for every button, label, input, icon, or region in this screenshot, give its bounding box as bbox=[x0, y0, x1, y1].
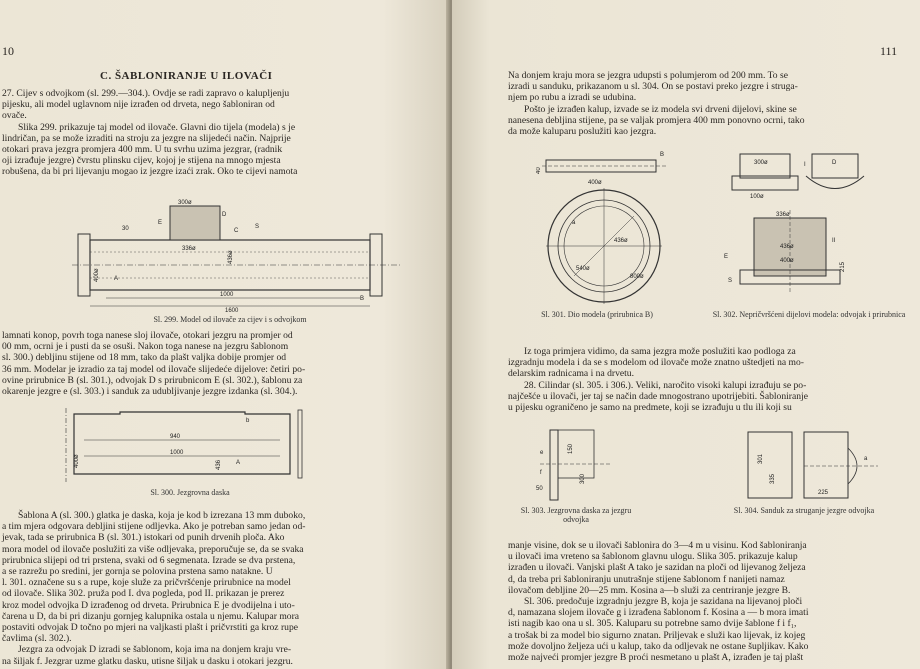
text-line: ovače. bbox=[2, 110, 27, 122]
text-line: a tim mjera odgovara debljini stijene odljevka. Ako je potreban samo jedan od- bbox=[2, 521, 306, 533]
text-line: okarenje jezgre e (sl. 303.) i sanduk za udubljivanje jezgre izdanka (sl. 304.). bbox=[2, 386, 298, 398]
text-line: l. 301. označene su s a rupe, koje služe za pričvršćenje prirubnice na model bbox=[2, 577, 291, 589]
fig301-label: a bbox=[572, 220, 576, 226]
right-mid-paragraph bbox=[508, 346, 908, 413]
fig299-label: S bbox=[255, 224, 260, 230]
fig299-label: D bbox=[222, 212, 227, 218]
text-line: 27. Cijev s odvojkom (sl. 299.—304.). Ovdje se radi zapravo o kalupljenju bbox=[2, 88, 290, 99]
text-line: njem po rubu a izradi se udubina. bbox=[508, 92, 637, 104]
figure-301-caption: Sl. 301. Dio modela (prirubnica B) bbox=[541, 310, 653, 319]
figure-302-branch-drawing bbox=[720, 146, 900, 296]
text-line: robušena, da bi pri lijevanju mogao iz jezgre izaći zrak. Oko te cijevi namota bbox=[2, 166, 298, 178]
text-line: Šablona A (sl. 300.) glatka je daska, koja je kod b izrezana 13 mm duboko, bbox=[18, 510, 306, 521]
figure-302-caption: Sl. 302. Nepričvršćeni dijelovi modela: odvojak i prirubnica bbox=[712, 310, 906, 319]
fig299-dim: 400ø bbox=[94, 268, 100, 282]
text-line: Jezgra za odvojak D izradi se šablonom, koja ima na donjem kraju vre- bbox=[18, 644, 292, 656]
text-line: čarena u D, da bi pri dizanju gornjeg kalupnika ostala u njemu. Kalupar mora bbox=[2, 610, 300, 622]
text-line: jevak, tada se prirubnica B (sl. 301.) istokari od punih drvenih ploča. Ako bbox=[2, 532, 285, 544]
fig302-dim: 400ø bbox=[780, 258, 794, 264]
text-line: od ilovače. Slika 302. pruža pod I. dva pogleda, pod II. prikazan je prerez bbox=[2, 588, 285, 600]
text-line: može dovoljno željeza ući u kalup, tako da odljevak ne ostane šupljikav. Kako bbox=[508, 640, 809, 652]
figure-299-model-drawing bbox=[70, 196, 410, 314]
left-end-paragraph bbox=[2, 510, 430, 667]
figure-303-core-board-branch bbox=[532, 424, 622, 506]
left-mid-paragraph bbox=[2, 330, 430, 397]
fig302-dim: 300ø bbox=[754, 160, 768, 166]
fig299-dim: 436ø bbox=[228, 250, 234, 264]
text-line: postaviti odvojak D točno po mjeri na valjkasti plašt i pričvrstiti ga kroz rupe bbox=[2, 622, 299, 634]
text-line: isti nagib kao ona u sl. 305. Kaluparu su potrebne samo dvije šablone f i f₁, bbox=[508, 618, 797, 630]
text-line: prirubnica slijepi od tri prstena, svaki od 6 segmenata. Izrade se dva prstena, bbox=[2, 554, 296, 566]
text-line: lindričan, pa se može izraditi na stroju za jezgre na slijedeći način. Najprije bbox=[2, 132, 291, 144]
fig300-dim: 400ø bbox=[74, 454, 80, 468]
page-number-left: 10 bbox=[2, 44, 14, 58]
text-line: da može kaluparu poslužiti kao jezgra. bbox=[508, 126, 657, 138]
fig299-label: E bbox=[158, 220, 163, 226]
figure-300-core-board bbox=[60, 404, 330, 484]
text-line: 00 mm, ocrni je i pusti da se osuši. Nakon toga nanese na jezgru šablonom bbox=[2, 341, 289, 353]
fig304-dim: 225 bbox=[818, 490, 829, 496]
fig299-label: C bbox=[234, 228, 239, 234]
text-line: u ilovači ima vreteno sa šablonom glavnu ulogu. Slika 305. prikazuje kalup bbox=[508, 551, 798, 563]
figure-301-flange-drawing bbox=[536, 146, 686, 306]
fig299-dim: 1600 bbox=[225, 308, 239, 314]
text-line: kroz model odvojka D izrađenog od drveta. Prirubnica E je dvodijelna i uto- bbox=[2, 599, 295, 611]
fig302-label: E bbox=[724, 254, 729, 260]
fig302-label: D bbox=[832, 160, 837, 166]
text-line: pijesku, ali model uglavnom nije izrađen od drveta, nego šabloniran od bbox=[2, 99, 275, 111]
figure-299-caption: Sl. 299. Model od ilovače za cijev i s odvojkom bbox=[153, 315, 307, 324]
figure-304-scraping-box bbox=[738, 424, 888, 506]
fig302-dim: 215 bbox=[840, 261, 846, 272]
figure-303-caption: Sl. 303. Jezgrovna daska za jezgru odvojka bbox=[520, 506, 632, 524]
text-line: d, da treba pri šabloniranju unutrašnje stijene šablonom f nanijeti namaz bbox=[508, 573, 785, 585]
fig304-dim: 335 bbox=[770, 473, 776, 484]
fig300-dim: 1000 bbox=[170, 450, 184, 456]
fig301-dim: 400ø bbox=[588, 180, 602, 186]
fig300-label: b bbox=[246, 418, 250, 424]
fig301-dim: 800ø bbox=[630, 274, 644, 280]
fig304-label: a bbox=[864, 456, 868, 462]
fig302-label: II bbox=[832, 238, 836, 244]
fig303-dim: 150 bbox=[568, 443, 574, 454]
fig301-label: B bbox=[660, 152, 665, 158]
fig299-dim: 1000 bbox=[220, 292, 234, 298]
fig304-dim: 301 bbox=[758, 453, 764, 464]
fig303-dim: 300 bbox=[580, 473, 586, 484]
text-line: na šiljak f. Jezgrar uzme glatku dasku, utisne šiljak u dasku i otokari jezgru. bbox=[2, 655, 293, 667]
text-line: izradi u sanduku, prikazanom u sl. 304. On se postavi preko jezgre i struga- bbox=[508, 81, 798, 93]
text-line: Pošto je izrađen kalup, izvade se iz modela svi drveni dijelovi, skine se bbox=[524, 103, 797, 115]
fig302-dim: 100ø bbox=[750, 194, 764, 200]
text-line: a se razrežu po sredini, jer gornja se polovina prstena samo natakne. U bbox=[2, 566, 273, 578]
section-title: C. ŠABLONIRANJE U ILOVAČI bbox=[100, 70, 273, 82]
text-line: ovine prirubnice B (sl. 301.), odvojak D s prirubnicom E (sl. 302.), šablonu za bbox=[2, 374, 303, 386]
text-line: nanesena debljina stijene, pa se valjak promjera 400 mm ponovno ocrni, tako bbox=[508, 114, 805, 126]
figure-304-caption: Sl. 304. Sanduk za struganje jezgre odvojka bbox=[733, 506, 875, 515]
text-line: može najveći promjer jezgre B proći nesmetano u plašt A, izrađen je taj plašt bbox=[508, 652, 804, 664]
fig299-dim: 300ø bbox=[178, 200, 192, 206]
right-end-paragraph bbox=[508, 540, 908, 663]
fig299-label: A bbox=[114, 276, 119, 282]
fig299-dim: 336ø bbox=[182, 246, 196, 252]
fig300-dim: 436 bbox=[216, 459, 222, 470]
text-line: 28. Cilindar (sl. 305. i 306.). Veliki, naročito visoki kalupi izrađuju se po- bbox=[524, 379, 807, 391]
fig300-dim: 940 bbox=[170, 434, 181, 440]
text-line: Na donjem kraju mora se jezgra udupsti s polumjerom od 200 mm. To se bbox=[508, 70, 788, 81]
text-line: čavlima (sl. 302.). bbox=[2, 633, 72, 645]
right-top-paragraph bbox=[508, 70, 908, 137]
fig302-dim: 336ø bbox=[776, 212, 790, 218]
text-line: d, namazana slojem ilovače g i izrađena šablonom f. Kosina a — b mora imati bbox=[508, 607, 809, 619]
fig299-dim: 30 bbox=[122, 226, 129, 232]
right-page bbox=[452, 0, 920, 669]
fig303-dim: 50 bbox=[536, 486, 543, 492]
text-line: izgradnju modela i da se s modelom od ilovače može znatno uštedjeti na mo- bbox=[508, 357, 804, 369]
text-line: oji izrađuje jezgre) čvrstu plinsku cijev, kojoj je stijena na mnogo mjesta bbox=[2, 155, 281, 167]
fig299-label: B bbox=[360, 296, 365, 302]
text-line: ilovačom debljine 20—25 mm. Kosina a—b služi za centriranje jezgre B. bbox=[508, 584, 791, 596]
text-line: lamnati konop, povrh toga nanese sloj ilovače, otokari jezgru na promjer od bbox=[2, 330, 293, 341]
text-line: sl. 300.) debljinu stijene od 18 mm, tako da plašt valjka dobije promjer od bbox=[2, 352, 287, 364]
text-line: Sl. 306. predočuje izgradnju jezgre B, koja je sazidana na lijevanoj ploči bbox=[524, 596, 803, 608]
fig301-dim: 540ø bbox=[576, 266, 590, 272]
page-number-right: 111 bbox=[880, 44, 898, 58]
fig303-label: e bbox=[540, 450, 544, 456]
text-line: Slika 299. prikazuje taj model od ilovače. Glavni dio tijela (modela) s je bbox=[18, 121, 296, 133]
text-line: mora model od ilovače poslužiti za više odljevaka, preporučuje se, da se svaka bbox=[2, 543, 304, 555]
fig300-label: A bbox=[236, 460, 241, 466]
text-line: 36 mm. Modelar je izradio za taj model od ilovače slijedeće dijelove: četiri po- bbox=[2, 363, 306, 375]
text-line: manje visine, dok se u ilovači šablonira do 3—4 m u visinu. Kod šabloniranja bbox=[508, 540, 807, 551]
text-line: Iz toga primjera vidimo, da sama jezgra može poslužiti kao podloga za bbox=[524, 346, 796, 357]
figure-300-caption: Sl. 300. Jezgrovna daska bbox=[150, 488, 230, 497]
left-intro-paragraph bbox=[2, 88, 430, 178]
fig302-label: I bbox=[804, 162, 806, 168]
fig301-dim: 40 bbox=[536, 167, 542, 174]
text-line: a trošak bi za model bio sigurno znatan. Priljevak e služi kao lijevak, iz kojeg bbox=[508, 629, 806, 641]
text-line: delarskim radnicama i na drvetu. bbox=[508, 368, 635, 380]
fig301-dim: 436ø bbox=[614, 238, 628, 244]
fig303-label: f bbox=[540, 470, 542, 476]
text-line: u pijesku ograničeno je samo na predmete, koji se izrađuju u tlu ili koji su bbox=[508, 402, 792, 414]
fig302-dim: 436ø bbox=[780, 244, 794, 250]
fig302-label: S bbox=[728, 278, 733, 284]
text-line: otokari prava jezgra promjera 400 mm. U tu svrhu uzima jezgrar, (radnik bbox=[2, 144, 283, 156]
text-line: izrađen u ilovači. Vanjski plašt A tako je sazidan na ploči od lijevanog željeza bbox=[508, 562, 806, 574]
text-line: najčešće u ilovači, jer taj se način dade mnogostrano upotrijebiti. Šabloniranje bbox=[508, 390, 808, 402]
left-page bbox=[0, 0, 450, 669]
